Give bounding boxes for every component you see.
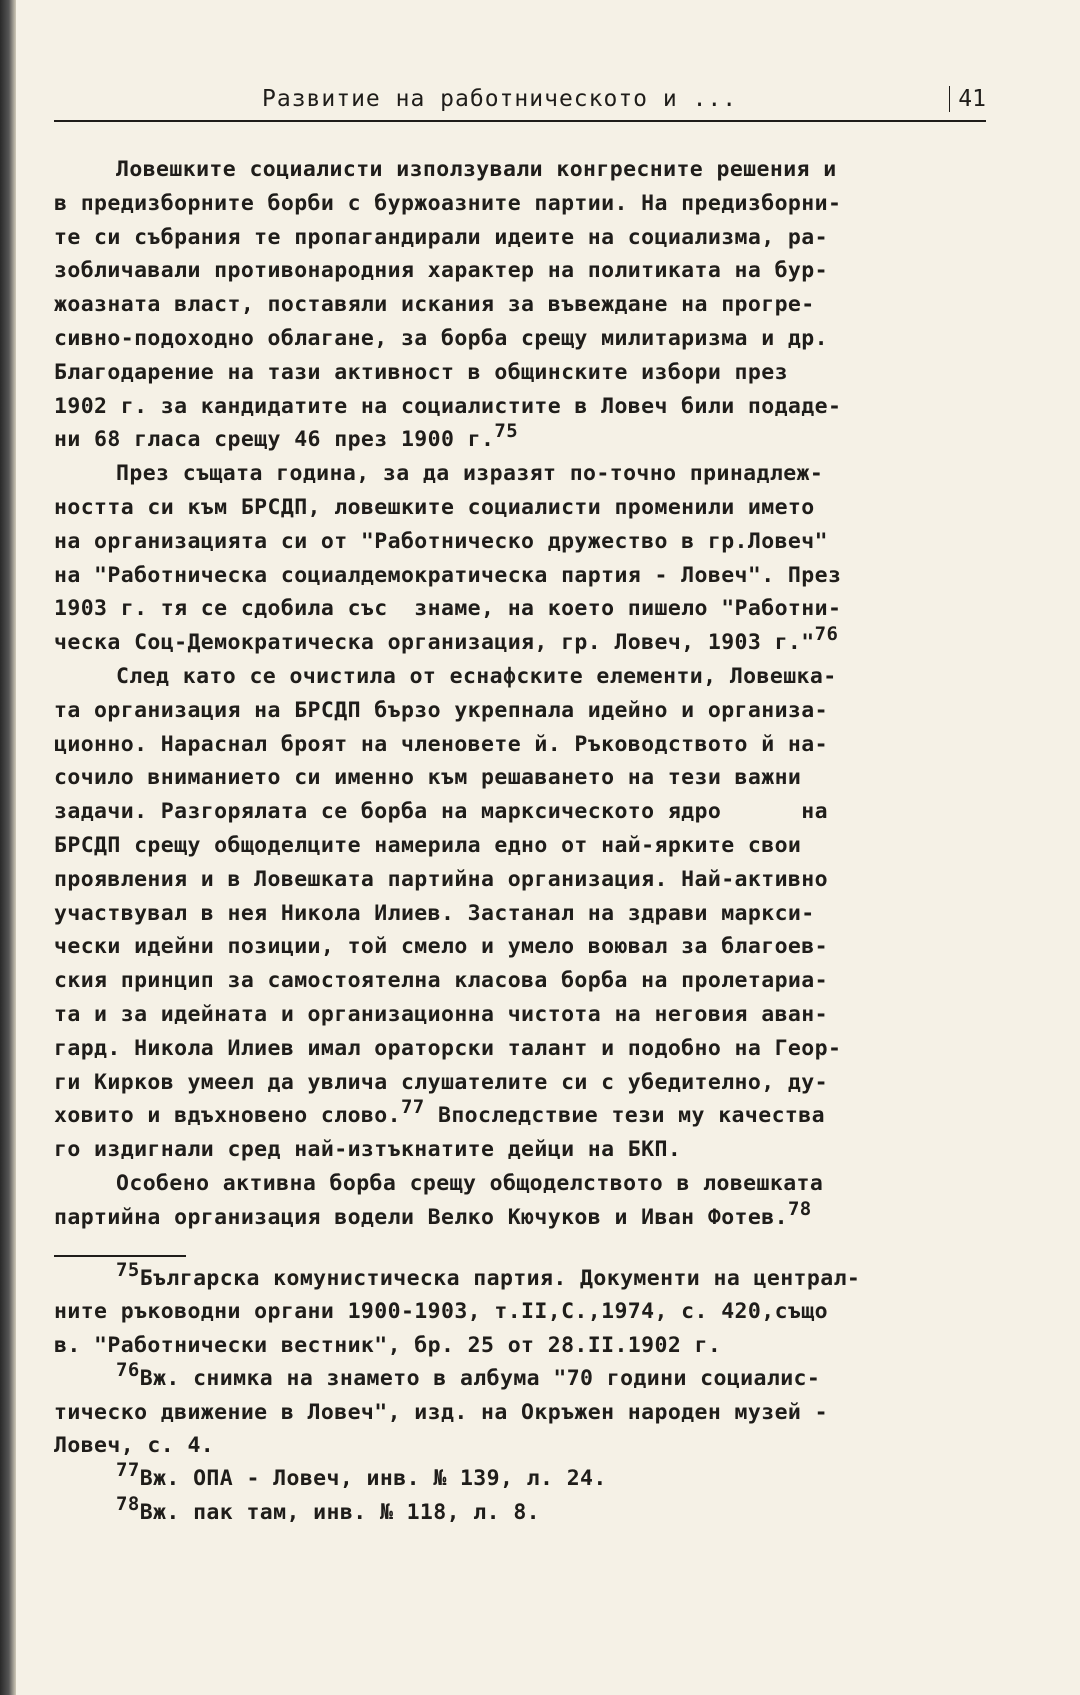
footnote-line	[54, 1492, 994, 1529]
book-spine-shadow	[0, 0, 16, 1695]
body-text	[54, 153, 994, 1235]
footnote-separator	[54, 1255, 186, 1257]
footnote-number: 77	[116, 1459, 140, 1482]
text-span: Впоследствие тези му качества	[424, 1103, 825, 1129]
text-span: Вж. пак там, инв. № 118, л. 8.	[139, 1499, 541, 1525]
text-span: партийна организация водели Велко Кючуков и Иван Фотев.	[54, 1204, 788, 1230]
page-header	[54, 86, 986, 126]
footnote-line: тическо движение в Ловеч", изд. на Окръжен народен музей -	[54, 1399, 828, 1425]
text-line: та и за идейната и организационна чистота на неговия аван-	[54, 1001, 828, 1027]
footnote-75	[54, 1259, 994, 1362]
text-line: те си събрания те пропагандирали идеите на социализма, ра-	[54, 224, 828, 250]
header-rule	[54, 120, 986, 122]
text-span: Вж. ОПА - Ловеч, инв. № 139, л. 24.	[139, 1466, 607, 1492]
footnote-line: Ловеч, с. 4.	[54, 1432, 215, 1458]
text-line: ския принцип за самостоятелна класова борба на пролетариа-	[54, 968, 828, 994]
text-line	[54, 1096, 994, 1133]
paragraph-4	[54, 1167, 994, 1235]
text-line: ги Кирков умеел да увлича слушателите си с убедително, ду-	[54, 1069, 828, 1095]
text-line: гард. Никола Илиев имал ораторски талант и подобно на Геор-	[54, 1035, 842, 1061]
text-line: БРСДП срещу общоделците намерила едно от най-ярките свои	[54, 832, 802, 858]
text-line: сочило вниманието си именно към решаването на тези важни	[54, 765, 802, 791]
footnote-line	[54, 1259, 994, 1295]
text-line: След като се очистила от еснафските елементи, Ловешка-	[116, 663, 837, 689]
text-line: жоазната власт, поставяли искания за въвеждане на прогре-	[54, 292, 815, 318]
text-line: участвувал в нея Никола Илиев. Застанал на здрави маркси-	[54, 900, 815, 926]
text-line: ността си към БРСДП, ловешките социалисти променили името	[54, 494, 815, 520]
footnote-line	[54, 1459, 994, 1495]
text-line: Ловешките социалисти използували конгресните решения и	[116, 157, 837, 182]
text-span: Вж. снимка на знамето в албума "70 години социалис-	[139, 1366, 821, 1392]
text-line: През същата година, за да изразят по-точно принадлеж-	[116, 461, 824, 487]
text-span: ни 68 гласа срещу 46 през 1900 г.	[54, 427, 495, 453]
text-line: сивно-подоходно облагане, за борба срещу милитаризма и др.	[54, 325, 828, 351]
footnote-line: ните ръководни органи 1900-1903, т.II,С.,1974, с. 420,също	[54, 1299, 828, 1325]
footnote-reference: 76	[814, 623, 839, 646]
text-line: Благодарение на тази активност в общинските избори през	[54, 359, 788, 385]
text-line: зобличавали противонародния характер на политиката на бур-	[54, 258, 828, 284]
text-line: та организация на БРСДП бързо укрепнала идейно и организа-	[54, 697, 828, 723]
paragraph-3	[54, 660, 994, 1167]
text-line: на организацията си от "Работническо дружество в гр.Ловеч"	[54, 528, 828, 554]
text-line	[54, 1197, 994, 1235]
footnote-number: 78	[116, 1492, 140, 1515]
footnote-line: в. "Работнически вестник", бр. 25 от 28.II.1902 г.	[54, 1332, 722, 1358]
text-line: в предизборните борби с буржоазните партии. На предизборни-	[54, 190, 842, 216]
footnote-number: 76	[116, 1359, 140, 1382]
text-line: Особено активна борба срещу общоделството в ловешката	[116, 1170, 824, 1196]
text-span: Българска комунистическа партия. Документи на централ-	[139, 1266, 861, 1291]
footnote-line	[54, 1359, 994, 1395]
text-line: задачи. Разгорялата се борба на марксическото ядро на	[54, 799, 828, 825]
footnote-78	[54, 1492, 994, 1529]
text-span: ческа Соц-Демократическа организация, гр. Ловеч, 1903 г."	[54, 630, 815, 656]
running-title: Развитие на работническото и ...	[262, 86, 738, 112]
footnote-reference: 77	[400, 1096, 425, 1119]
paragraph-2	[54, 457, 994, 660]
text-span: ховито и вдъхновено слово.	[54, 1103, 401, 1129]
footnote-number: 75	[116, 1259, 140, 1281]
text-line: ционно. Нараснал броят на членовете й. Ръководството й на-	[54, 731, 828, 757]
text-line: на "Работническа социалдемократическа партия - Ловеч". През	[54, 562, 842, 588]
footnote-reference: 78	[787, 1197, 812, 1220]
footnotes	[54, 1259, 994, 1529]
text-line: 1902 г. за кандидатите на социалистите в Ловеч били подаде-	[54, 393, 842, 419]
page-number: 41	[949, 86, 986, 112]
footnote-77	[54, 1459, 994, 1495]
text-line: чески идейни позиции, той смело и умело воювал за благоев-	[54, 934, 828, 960]
text-line: проявления и в Ловешката партийна организация. Най-активно	[54, 866, 828, 892]
text-line	[54, 420, 994, 457]
footnote-reference: 75	[494, 420, 519, 443]
text-line	[54, 623, 994, 660]
paragraph-1	[54, 153, 994, 457]
text-line: го издигнали сред най-изтъкнатите дейци на БКП.	[54, 1137, 682, 1163]
text-line: 1903 г. тя се сдобила със знаме, на което пишело "Работни-	[54, 596, 842, 622]
footnote-76	[54, 1359, 994, 1462]
